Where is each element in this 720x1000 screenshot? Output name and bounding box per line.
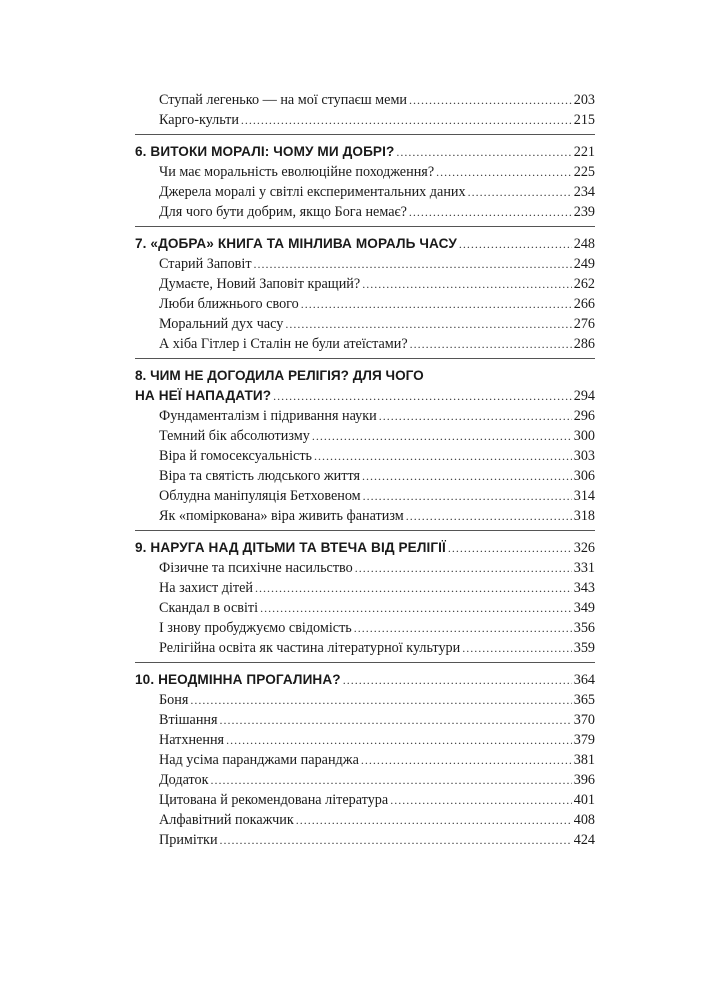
page-number: 424	[573, 832, 595, 848]
page-number: 215	[573, 112, 595, 128]
leader-dots	[296, 810, 572, 830]
toc-chapter	[135, 538, 595, 558]
toc-chapter	[135, 670, 595, 690]
leader-dots	[354, 618, 572, 638]
entry-title: Боня	[159, 692, 189, 708]
leader-dots	[343, 670, 572, 690]
entry-title: Натхнення	[159, 732, 225, 748]
leader-dots	[409, 202, 572, 222]
leader-dots	[448, 538, 572, 558]
leader-dots	[211, 770, 572, 790]
entry-title: Фундаменталізм і підривання науки	[159, 408, 377, 424]
leader-dots	[226, 730, 572, 750]
leader-dots	[361, 750, 572, 770]
entry-title: Скандал в освіті	[159, 600, 259, 616]
toc-entry	[159, 506, 595, 526]
leader-dots	[301, 294, 572, 314]
page-number: 286	[573, 336, 595, 352]
entry-title: Як «поміркована» віра живить фанатизм	[159, 508, 404, 524]
toc-entry	[159, 274, 595, 294]
leader-dots	[362, 274, 572, 294]
entry-title: І знову пробуджуємо свідомість	[159, 620, 352, 636]
toc-entry	[159, 578, 595, 598]
entry-title: Люби ближнього свого	[159, 296, 299, 312]
page-number: 349	[573, 600, 595, 616]
chapter-title: 6. ВИТОКИ МОРАЛІ: ЧОМУ МИ ДОБРІ?	[135, 144, 395, 159]
toc-entry	[159, 750, 595, 770]
toc-entry	[159, 254, 595, 274]
page-number: 318	[573, 508, 595, 524]
toc-chapter	[135, 386, 595, 406]
entry-title: Фізичне та психічне насильство	[159, 560, 353, 576]
page-number: 356	[573, 620, 595, 636]
toc-entry	[159, 446, 595, 466]
entry-title: Облудна маніпуляція Бетховеном	[159, 488, 361, 504]
page-number: 234	[573, 184, 595, 200]
leader-dots	[409, 90, 572, 110]
page-number: 381	[573, 752, 595, 768]
toc-entry	[159, 406, 595, 426]
leader-dots	[362, 466, 572, 486]
entry-title: Цитована й рекомендована література	[159, 792, 389, 808]
chapter-title: НА НЕЇ НАПАДАТИ?	[135, 388, 272, 403]
leader-dots	[379, 406, 572, 426]
page-number: 294	[573, 388, 595, 404]
leader-dots	[314, 446, 572, 466]
page-number: 343	[573, 580, 595, 596]
page-number: 331	[573, 560, 595, 576]
leader-dots	[462, 638, 571, 658]
toc-chapter	[135, 142, 595, 162]
toc-entry	[159, 90, 595, 110]
leader-dots	[190, 690, 571, 710]
entry-title: Додаток	[159, 772, 209, 788]
leader-dots	[254, 254, 572, 274]
page-number: 306	[573, 468, 595, 484]
toc-entry	[159, 790, 595, 810]
page-number: 379	[573, 732, 595, 748]
page-number: 225	[573, 164, 595, 180]
toc-entry	[159, 162, 595, 182]
toc-entry	[159, 618, 595, 638]
page-number: 365	[573, 692, 595, 708]
leader-dots	[406, 506, 572, 526]
toc-entry	[159, 486, 595, 506]
toc-entry	[159, 690, 595, 710]
leader-dots	[312, 426, 572, 446]
section-divider	[135, 662, 595, 663]
page-number: 262	[573, 276, 595, 292]
section-divider	[135, 134, 595, 135]
toc-entry	[159, 830, 595, 850]
entry-title: Релігійна освіта як частина літературної культури	[159, 640, 461, 656]
toc-entry	[159, 810, 595, 830]
page-number: 364	[573, 672, 595, 688]
page-number: 314	[573, 488, 595, 504]
section-divider	[135, 358, 595, 359]
toc-chapter	[135, 234, 595, 254]
page-number: 303	[573, 448, 595, 464]
toc-entry	[159, 770, 595, 790]
toc-entry	[159, 638, 595, 658]
chapter-title: 9. НАРУГА НАД ДІТЬМИ ТА ВТЕЧА ВІД РЕЛІГІЇ	[135, 540, 446, 555]
entry-title: Старий Заповіт	[159, 256, 252, 272]
leader-dots	[220, 710, 572, 730]
page-number: 300	[573, 428, 595, 444]
entry-title: Над усіма паранджами паранджа	[159, 752, 359, 768]
leader-dots	[273, 386, 572, 406]
entry-title: Віра та святість людського життя	[159, 468, 360, 484]
leader-dots	[410, 334, 572, 354]
page-number: 326	[573, 540, 595, 556]
leader-dots	[285, 314, 571, 334]
toc-entry	[159, 182, 595, 202]
leader-dots	[241, 110, 572, 130]
entry-title: Алфавітний покажчик	[159, 812, 294, 828]
entry-title: Чи має моральність еволюційне походження?	[159, 164, 435, 180]
leader-dots	[459, 234, 572, 254]
entry-title: Джерела моралі у світлі експериментальних даних	[159, 184, 466, 200]
leader-dots	[355, 558, 572, 578]
entry-title: Думаєте, Новий Заповіт кращий?	[159, 276, 361, 292]
page-number: 359	[573, 640, 595, 656]
leader-dots	[363, 486, 572, 506]
section-divider	[135, 530, 595, 531]
page-number: 401	[573, 792, 595, 808]
page-number: 249	[573, 256, 595, 272]
page-number: 296	[573, 408, 595, 424]
page-number: 239	[573, 204, 595, 220]
chapter-title: 10. НЕОДМІННА ПРОГАЛИНА?	[135, 672, 341, 687]
leader-dots	[436, 162, 572, 182]
entry-title: На захист дітей	[159, 580, 253, 596]
leader-dots	[255, 578, 572, 598]
page-number: 248	[573, 236, 595, 252]
toc-entry	[159, 314, 595, 334]
leader-dots	[468, 182, 572, 202]
leader-dots	[260, 598, 572, 618]
toc-entry	[159, 730, 595, 750]
entry-title: Втішання	[159, 712, 218, 728]
leader-dots	[390, 790, 572, 810]
page-number: 370	[573, 712, 595, 728]
section-divider	[135, 226, 595, 227]
toc-entry	[159, 598, 595, 618]
leader-dots	[220, 830, 572, 850]
toc-entry	[159, 110, 595, 130]
leader-dots	[396, 142, 571, 162]
chapter-title: 7. «ДОБРА» КНИГА ТА МІНЛИВА МОРАЛЬ ЧАСУ	[135, 236, 457, 251]
entry-title: Карго-культи	[159, 112, 239, 128]
page-number: 396	[573, 772, 595, 788]
toc-entry	[159, 334, 595, 354]
toc-entry	[159, 558, 595, 578]
entry-title: Віра й гомосексуальність	[159, 448, 312, 464]
toc-entry	[159, 294, 595, 314]
page-number: 203	[573, 92, 595, 108]
entry-title: Ступай легенько — на мої ступаєш меми	[159, 92, 408, 108]
page-number: 266	[573, 296, 595, 312]
entry-title: Примітки	[159, 832, 218, 848]
page-number: 408	[573, 812, 595, 828]
toc-entry	[159, 426, 595, 446]
chapter-title-line: 8. ЧИМ НЕ ДОГОДИЛА РЕЛІГІЯ? ДЛЯ ЧОГО	[135, 368, 424, 383]
entry-title: Темний бік абсолютизму	[159, 428, 310, 444]
entry-title: А хіба Гітлер і Сталін не були атеїстами?	[159, 336, 408, 352]
page-number: 276	[573, 316, 595, 332]
toc-entry	[159, 466, 595, 486]
toc-entry	[159, 202, 595, 222]
toc-entry	[159, 710, 595, 730]
entry-title: Для чого бути добрим, якщо Бога немає?	[159, 204, 407, 220]
entry-title: Моральний дух часу	[159, 316, 284, 332]
page-number: 221	[573, 144, 595, 160]
